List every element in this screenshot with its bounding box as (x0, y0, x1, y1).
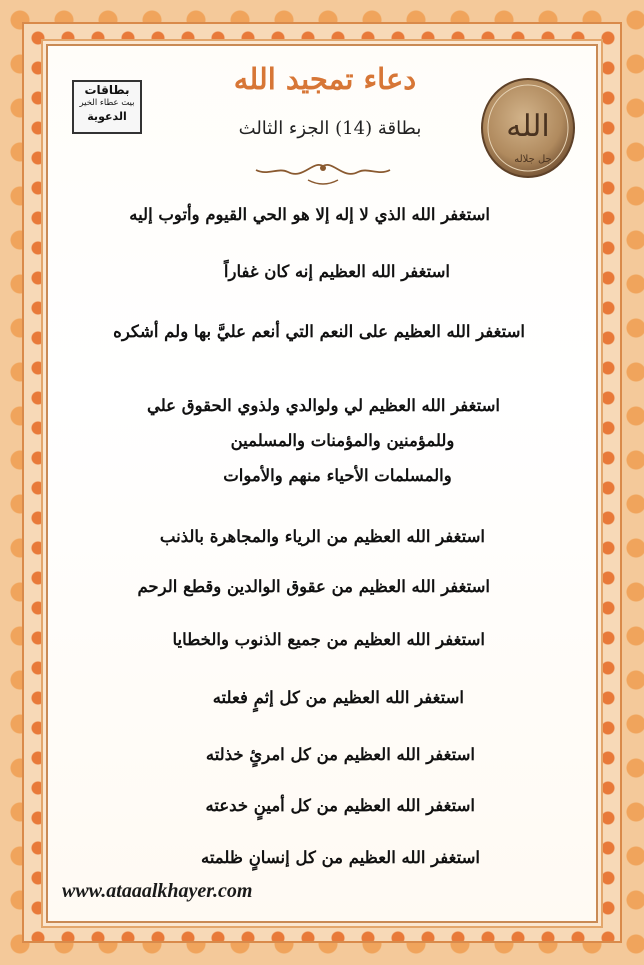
dua-line-6: والمسلمات الأحياء منهم والأموات (223, 466, 452, 485)
card-title: دعاء تمجيد الله (233, 62, 417, 96)
dua-line-2: استغفر الله العظيم إنه كان غفاراً (223, 262, 450, 281)
card-subtitle: بطاقة (14) الجزء الثالث (238, 118, 422, 139)
website-url: www.ataaalkhayer.com (62, 880, 253, 902)
dua-line-5: وللمؤمنين والمؤمنات والمسلمين (230, 431, 455, 450)
ornament-divider-icon (248, 158, 398, 188)
dua-line-13: استغفر الله العظيم من كل إنسانٍ ظلمته (200, 848, 480, 867)
seal-main-text: الله (506, 109, 550, 144)
logo-line-3: الدعوية (87, 110, 127, 123)
dua-line-3: استغفر الله العظيم على النعم التي أنعم عليَّ بها ولم أشكره (113, 322, 525, 341)
publisher-logo (72, 80, 142, 134)
logo-line-2: بيت عطاء الخير (79, 98, 135, 108)
dua-line-7: استغفر الله العظيم من الرياء والمجاهرة بالذنب (159, 527, 485, 546)
dua-line-4: استغفر الله العظيم لي ولوالدي ولذوي الحقوق علي (146, 396, 500, 415)
dua-line-11: استغفر الله العظيم من كل امرئٍ خذلته (205, 745, 475, 764)
seal-caption-text: جل جلاله (514, 154, 552, 165)
dua-line-8: استغفر الله العظيم من عقوق الوالدين وقطع الرحم (137, 577, 490, 596)
dua-line-10: استغفر الله العظيم من كل إثمٍ فعلته (212, 688, 464, 707)
dua-line-9: استغفر الله العظيم من جميع الذنوب والخطايا (172, 630, 485, 649)
dua-line-1: استغفر الله الذي لا إله إلا هو الحي القيوم وأتوب إليه (129, 205, 490, 224)
dua-line-12: استغفر الله العظيم من كل أمينٍ خدعته (205, 796, 475, 815)
logo-line-1: بطاقات (84, 83, 130, 97)
calligraphy-seal (479, 76, 577, 180)
